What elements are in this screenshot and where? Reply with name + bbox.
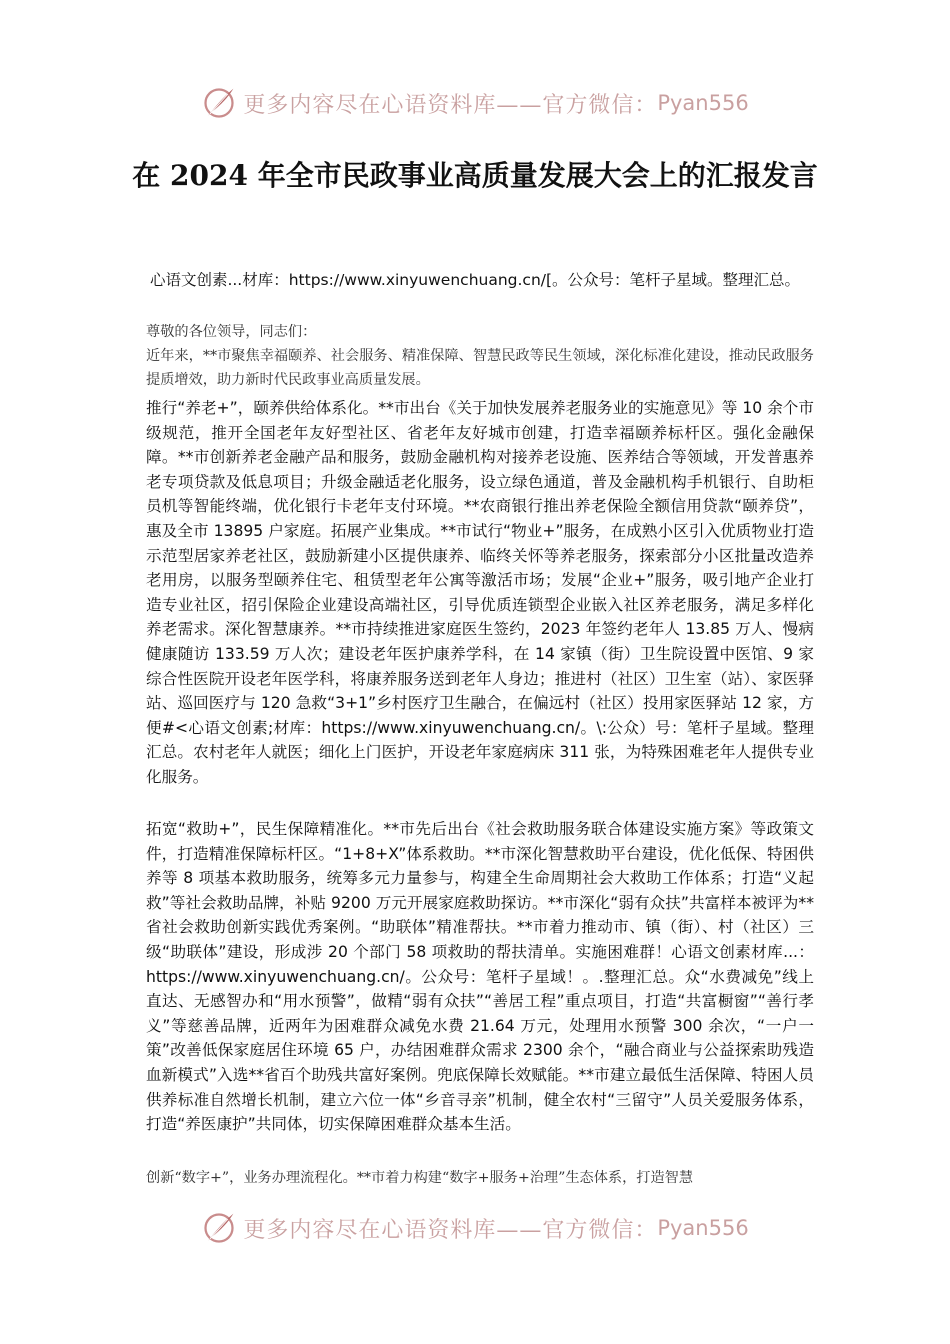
intro-paragraph: 近年来，**市聚焦幸福颐养、社会服务、精准保障、智慧民政等民生领域，深化标准化建设，推动民政服务提质增效，助力新时代民政事业高质量发展。 [146, 348, 814, 388]
banner-text: 更多内容尽在心语资料库——官方微信： [243, 1217, 658, 1243]
greeting: 尊敬的各位领导，同志们： [146, 324, 317, 340]
header-banner [0, 78, 950, 128]
section-social-assistance: 拓宽“救助+”，民生保障精准化。**市先后出台《社会救助服务联合体建设实施方案》等政策文件，打造精准保障标杆区。“1+8+X”体系救助。**市深化智慧救助平台建设，优化低保、特困供养等 8 项基本救助服务，统筹多元力量参与，构建全生命周期社会大救助工作体系；打造“义起救”等社会救助品牌，补贴 9200 万元开展家庭救助探访。**市深化“弱有众扶”共富样本被评为**省社会救助创新实践优秀案例。“助联体”精准帮扶。**市着力推动市、镇（街）、村（社区）三级“助联体”建设，形成涉 20 个部门 58 项救助的帮扶清单。实施困难群！心语文创素材库...：https://www.xinyuwenchuang.cn/。公众号：笔杆子星域！。.整理汇总。众“水费减免”线上直达、无感智办和“用水预警”，做精“弱有众扶”“善居工程”重点项目，打造“共富橱窗”“善行孝义”等慈善品牌，近两年为困难群众减免水费 21.64 万元，处理用水预警 300 余次，“一户一策”改善低保家庭居住环境 65 户，办结困难群众需求 2300 余个，“融合商业与公益探索助残造血新模式”入选**省百个助残共富好案例。兜底保障长效赋能。**市建立最低生活保障、特困人员供养标准自然增长机制，建立六位一体“乡音寻亲”机制，健全农村“三留守”人员关爱服务体系，打造“养医康护”共同体，切实保障困难群众基本生活。 [146, 820, 814, 1134]
document-title: 在 2024 年全市民政事业高质量发展大会上的汇报发言 [132, 159, 818, 192]
quill-ink-logo-icon [201, 85, 237, 121]
source-note: 心语文创素...材库：https://www.xinyuwenchuang.cn/[。公众号：笔杆子星域。整理汇总。 [149, 271, 801, 289]
section-elderly-care: 推行“养老+”，颐养供给体系化。**市出台《关于加快发展养老服务业的实施意见》等 10 余个市级规范，推开全国老年友好型社区、省老年友好城市创建，打造幸福颐养标杆区。强化金融保障。**市创新养老金融产品和服务，鼓励金融机构对接养老设施、医养结合等领域，开发普惠养老专项贷款及低息项目；升级金融适老化服务，设立绿色通道，普及金融机构手机银行、自助柜员机等智能终端，优化银行卡老年支付环境。**农商银行推出养老保险全额信用贷款“颐养贷”，惠及全市 13895 户家庭。拓展产业集成。**市试行“物业+”服务，在成熟小区引入优质物业打造示范型居家养老社区，鼓励新建小区提供康养、临终关怀等养老服务，探索部分小区批量改造养老用房，以服务型颐养住宅、租赁型老年公寓等激活市场；发展“企业+”服务，吸引地产企业打造专业社区，招引保险企业建设高端社区，引导优质连锁型企业嵌入社区养老服务，满足多样化养老需求。深化智慧康养。**市持续推进家庭医生签约，2023 年签约老年人 13.85 万人、慢病健康随访 133.59 万人次；建设老年医护康养学科，在 14 家镇（街）卫生院设置中医馆、9 家综合性医院开设老年医学科，将康养服务送到老年人身边；推进村（社区）卫生室（站）、家医驿站、巡回医疗与 120 急救“3+1”乡村医疗卫生融合，在偏远村（社区）投用家医驿站 12 家，方便#<心语文创素;材库：https://www.xinyuwenchuang.cn/。\:公众）号：笔杆子星域。整理汇总。农村老年人就医；细化上门医护，开设老年家庭病床 311 张，为特殊困难老年人提供专业化服务。 [146, 399, 814, 786]
footer-banner [0, 1203, 950, 1253]
banner-text: 更多内容尽在心语资料库——官方微信： [243, 92, 658, 118]
quill-ink-logo-icon [201, 1210, 237, 1246]
banner-wechat-id: Pyan556 [657, 91, 749, 115]
section-digital: 创新“数字+”，业务办理流程化。**市着力构建“数字+服务+治理”生态体系，打造智慧 [146, 1170, 694, 1186]
banner-wechat-id: Pyan556 [657, 1216, 749, 1240]
